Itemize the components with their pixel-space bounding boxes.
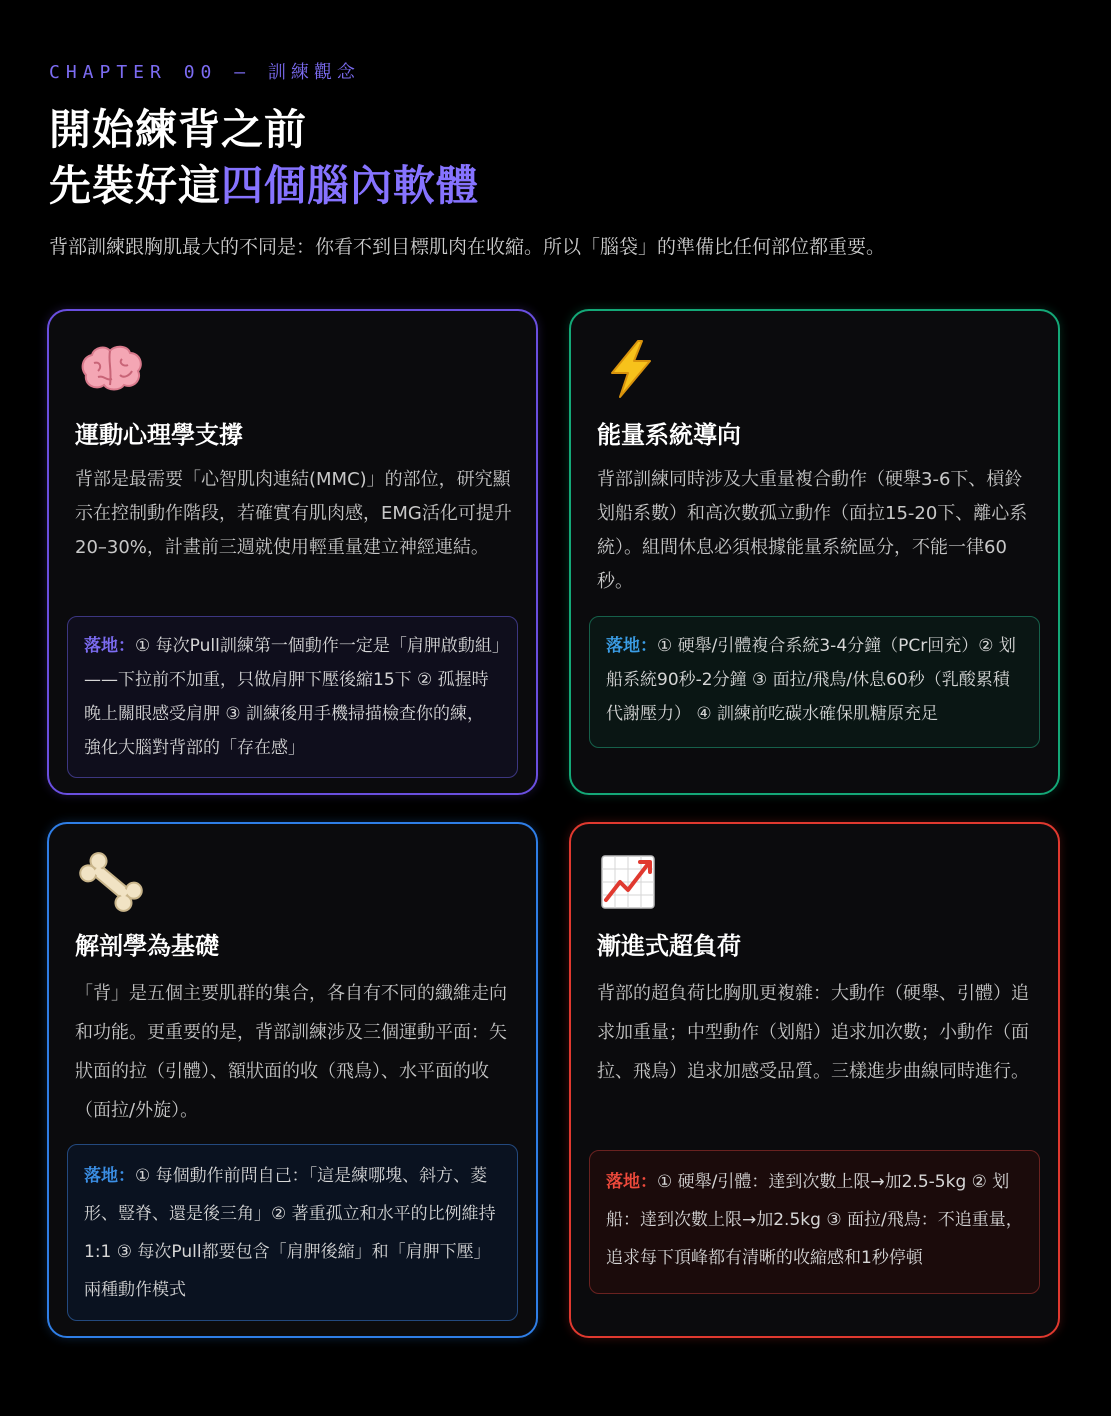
card-body: 背部是最需要「心智肌肉連結(MMC)」的部位，研究顯示在控制動作階段，若確實有肌肉感，EMG活化可提升20–30%，計畫前三週就使用輕重量建立神經連結。 bbox=[75, 469, 512, 558]
card-sport-psychology bbox=[47, 309, 538, 795]
card-body: 背部訓練同時涉及大重量複合動作（硬舉3-6下、槓鈴划船系數）和高次數孤立動作（面拉15-20下、離心系統）。組間休息必須根據能量系統區分，不能一律60秒。 bbox=[597, 469, 1028, 592]
action-box bbox=[589, 1150, 1040, 1294]
page-subtitle: 背部訓練跟胸肌最大的不同是：你看不到目標肌肉在收縮。所以「腦袋」的準備比任何部位都重要。 bbox=[49, 236, 886, 258]
action-text: ① 每個動作前問自己：「這是練哪塊、斜方、菱形、豎脊、還是後三角」② 著重孤立和水平的比例維持1:1 ③ 每次Pull都要包含「肩胛後縮」和「肩胛下壓」兩種動作模式 bbox=[84, 1166, 496, 1300]
action-label: 落地： bbox=[606, 1172, 657, 1192]
card-anatomy bbox=[47, 822, 538, 1338]
action-label: 落地： bbox=[84, 636, 135, 656]
chapter-label-en: CHAPTER 00 — bbox=[49, 62, 252, 83]
title-line-2 bbox=[49, 158, 479, 214]
action-text: ① 每次Pull訓練第一個動作一定是「肩胛啟動組」——下拉前不加重，只做肩胛下壓後縮15下 ② 孤握時晚上關眼感受肩胛 ③ 訓練後用手機掃描檢查你的練，強化大腦對背部的「存在感」 bbox=[84, 636, 501, 758]
card-title: 漸進式超負荷 bbox=[597, 932, 741, 960]
card-title: 能量系統導向 bbox=[597, 421, 741, 449]
chapter-label bbox=[49, 58, 360, 84]
title-line-2-prefix: 先裝好這 bbox=[49, 161, 222, 210]
title-line-1: 開始練背之前 bbox=[49, 105, 308, 154]
action-box bbox=[589, 616, 1040, 748]
title-line-2-highlight: 四個腦內軟體 bbox=[221, 161, 480, 210]
chart-increasing-icon bbox=[598, 852, 668, 912]
action-label: 落地： bbox=[606, 636, 657, 656]
bone-icon bbox=[76, 852, 146, 912]
card-body: 「背」是五個主要肌群的集合，各自有不同的纖維走向和功能。更重要的是，背部訓練涉及三個運動平面：矢狀面的拉（引體）、額狀面的收（飛鳥）、水平面的收（面拉/外旋）。 bbox=[75, 983, 507, 1121]
card-body: 背部的超負荷比胸肌更複雜：大動作（硬舉、引體）追求加重量；中型動作（划船）追求加次數；小動作（面拉、飛鳥）追求加感受品質。三樣進步曲線同時進行。 bbox=[597, 983, 1029, 1082]
card-progressive-overload bbox=[569, 822, 1060, 1338]
card-title: 解剖學為基礎 bbox=[75, 932, 219, 960]
action-text: ① 硬舉/引體：達到次數上限→加2.5-5kg ② 划船：達到次數上限→加2.5kg ③ 面拉/飛鳥：不追重量，追求每下頂峰都有清晰的收縮感和1秒停頓 bbox=[606, 1172, 1023, 1268]
brain-icon bbox=[76, 339, 146, 399]
lightning-icon bbox=[598, 339, 668, 399]
action-label: 落地： bbox=[84, 1166, 135, 1186]
action-box bbox=[67, 1144, 518, 1321]
chapter-label-zh: 訓練觀念 bbox=[267, 62, 360, 83]
action-box bbox=[67, 616, 518, 778]
card-title: 運動心理學支撐 bbox=[75, 421, 243, 449]
action-text: ① 硬舉/引體複合系統3-4分鐘（PCr回充）② 划船系統90秒-2分鐘 ③ 面拉/飛鳥/休息60秒（乳酸累積代謝壓力） ④ 訓練前吃碳水確保肌糖原充足 bbox=[606, 636, 1016, 724]
page-title bbox=[49, 102, 479, 214]
card-energy-system bbox=[569, 309, 1060, 795]
